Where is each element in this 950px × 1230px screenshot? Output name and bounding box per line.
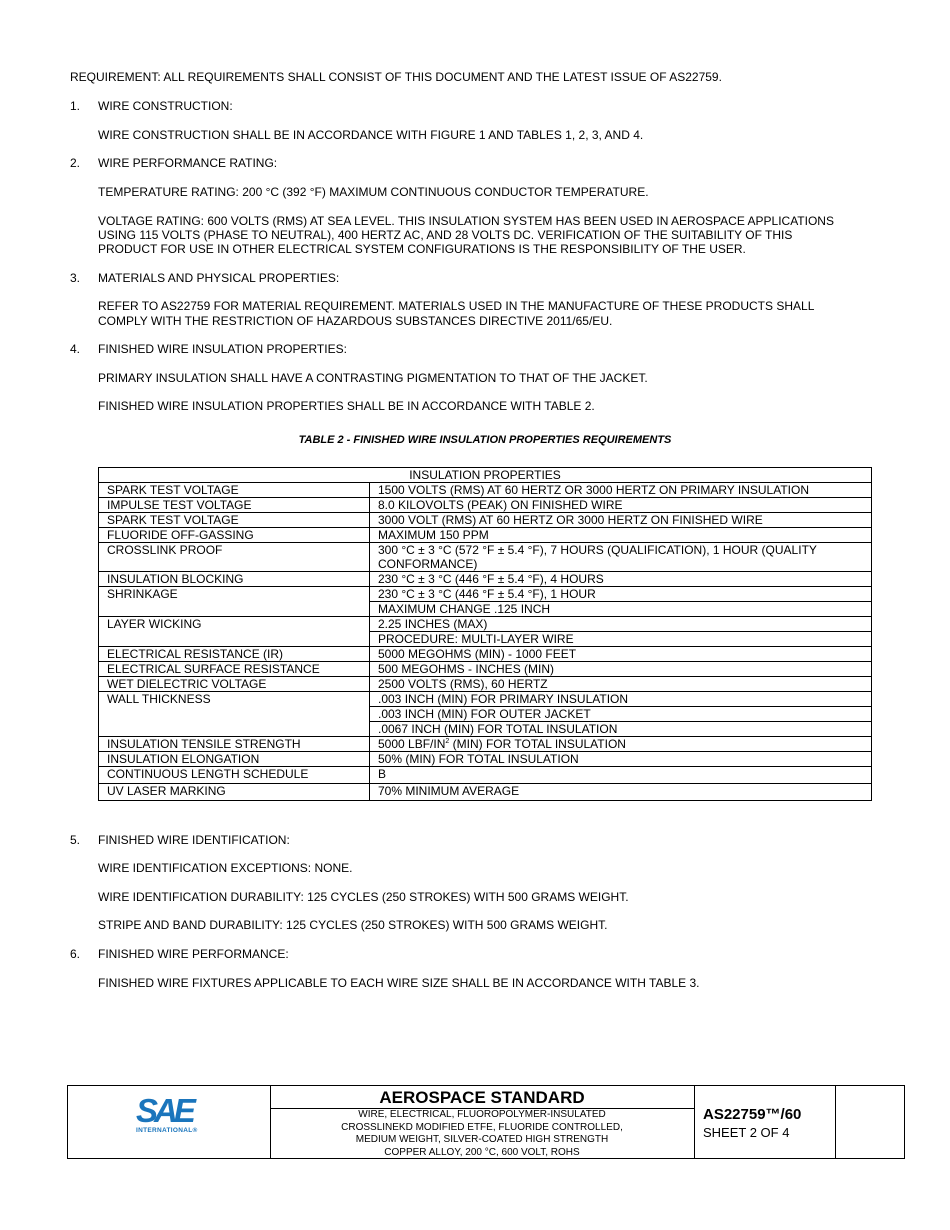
table-caption: TABLE 2 - FINISHED WIRE INSULATION PROPERTIES REQUIREMENTS <box>298 434 672 446</box>
document-number: AS22759™/60 <box>703 1106 802 1123</box>
insulation-properties-text: FINISHED WIRE INSULATION PROPERTIES SHALL BE IN ACCORDANCE WITH TABLE 2. <box>98 399 595 413</box>
subtitle-line: CROSSLINEKD MODIFIED ETFE, FLUORIDE CONTROLLED, <box>341 1121 623 1133</box>
property-name: WALL THICKNESS <box>99 692 370 737</box>
section-4-heading: FINISHED WIRE INSULATION PROPERTIES: <box>98 342 347 356</box>
section-6-number: 6. <box>70 947 81 961</box>
insulation-properties-table <box>98 467 872 801</box>
table-row <box>99 528 872 543</box>
property-value: 1500 VOLTS (RMS) AT 60 HERTZ OR 3000 HERTZ ON PRIMARY INSULATION <box>370 483 872 498</box>
property-value: 2.25 INCHES (MAX) <box>370 617 872 632</box>
section-3-heading: MATERIALS AND PHYSICAL PROPERTIES: <box>98 271 340 285</box>
section-3-number: 3. <box>70 271 81 285</box>
identification-exceptions-text: WIRE IDENTIFICATION EXCEPTIONS: NONE. <box>98 861 353 875</box>
table-row <box>99 483 872 498</box>
property-value: 300 °C ± 3 °C (572 °F ± 5.4 °F), 7 HOURS (QUALIFICATION), 1 HOUR (QUALITY CONFORMANCE) <box>370 543 872 572</box>
section-5-heading: FINISHED WIRE IDENTIFICATION: <box>98 833 290 847</box>
property-value: 230 °C ± 3 °C (446 °F ± 5.4 °F), 4 HOURS <box>370 572 872 587</box>
property-value: 8.0 KILOVOLTS (PEAK) ON FINISHED WIRE <box>370 498 872 513</box>
standard-title: AEROSPACE STANDARD <box>270 1086 694 1109</box>
subtitle-line: MEDIUM WEIGHT, SILVER-COATED HIGH STRENGTH <box>355 1134 609 1145</box>
property-value: .003 INCH (MIN) FOR PRIMARY INSULATION <box>370 692 872 707</box>
table-header-row <box>99 468 872 483</box>
property-value: 70% MINIMUM AVERAGE <box>370 784 872 801</box>
property-name: LAYER WICKING <box>99 617 370 647</box>
property-value: PROCEDURE: MULTI-LAYER WIRE <box>370 632 872 647</box>
sae-logo <box>136 1092 198 1134</box>
table-row <box>99 617 872 632</box>
table-row <box>99 647 872 662</box>
property-value: 3000 VOLT (RMS) AT 60 HERTZ OR 3000 HERTZ ON FINISHED WIRE <box>370 513 872 528</box>
property-value: 5000 MEGOHMS (MIN) - 1000 FEET <box>370 647 872 662</box>
document-number-cell <box>694 1086 836 1158</box>
section-2-number: 2. <box>70 156 81 170</box>
standard-title-cell <box>270 1086 695 1158</box>
table-row <box>99 737 872 752</box>
property-name: INSULATION ELONGATION <box>99 752 370 767</box>
temperature-rating-text: TEMPERATURE RATING: 200 °C (392 °F) MAXIMUM CONTINUOUS CONDUCTOR TEMPERATURE. <box>98 185 649 199</box>
title-block <box>67 1085 905 1159</box>
subtitle-line: COPPER ALLOY, 200 °C, 600 VOLT, ROHS <box>384 1146 580 1158</box>
table-row <box>99 752 872 767</box>
section-2-heading: WIRE PERFORMANCE RATING: <box>98 156 278 170</box>
section-1-para: WIRE CONSTRUCTION SHALL BE IN ACCORDANCE WITH FIGURE 1 AND TABLES 1, 2, 3, AND 4. <box>98 128 644 142</box>
wire-fixtures-text: FINISHED WIRE FIXTURES APPLICABLE TO EACH WIRE SIZE SHALL BE IN ACCORDANCE WITH TABLE 3. <box>98 976 700 990</box>
property-name: CONTINUOUS LENGTH SCHEDULE <box>99 767 370 784</box>
section-1-heading: WIRE CONSTRUCTION: <box>98 99 233 113</box>
superscript-exponent: 2 <box>445 738 450 745</box>
property-name: SPARK TEST VOLTAGE <box>99 513 370 528</box>
sae-logo-subtext: INTERNATIONAL® <box>136 1127 198 1134</box>
property-value: .003 INCH (MIN) FOR OUTER JACKET <box>370 707 872 722</box>
property-name: INSULATION BLOCKING <box>99 572 370 587</box>
table-row <box>99 572 872 587</box>
table-row <box>99 498 872 513</box>
property-value: 230 °C ± 3 °C (446 °F ± 5.4 °F), 1 HOUR <box>370 587 872 602</box>
property-name: UV LASER MARKING <box>99 784 370 801</box>
property-name: SHRINKAGE <box>99 587 370 617</box>
property-value: B <box>370 767 872 784</box>
section-1-number: 1. <box>70 99 81 113</box>
property-name: WET DIELECTRIC VOLTAGE <box>99 677 370 692</box>
table-row <box>99 677 872 692</box>
table-row <box>99 543 872 572</box>
section-4-number: 4. <box>70 342 81 356</box>
table-row <box>99 784 872 801</box>
subtitle-line: WIRE, ELECTRICAL, FLUOROPOLYMER-INSULATED <box>358 1109 606 1120</box>
property-value: .0067 INCH (MIN) FOR TOTAL INSULATION <box>370 722 872 737</box>
property-value <box>370 737 872 752</box>
voltage-rating-line-1: VOLTAGE RATING: 600 VOLTS (RMS) AT SEA LEVEL. THIS INSULATION SYSTEM HAS BEEN USED IN AEROSPACE APPLICATIONS <box>98 214 834 228</box>
property-name: ELECTRICAL RESISTANCE (IR) <box>99 647 370 662</box>
materials-line-2: COMPLY WITH THE RESTRICTION OF HAZARDOUS SUBSTANCES DIRECTIVE 2011/65/EU. <box>98 314 613 328</box>
table-row <box>99 587 872 602</box>
primary-insulation-text: PRIMARY INSULATION SHALL HAVE A CONTRASTING PIGMENTATION TO THAT OF THE JACKET. <box>98 371 648 385</box>
section-6-heading: FINISHED WIRE PERFORMANCE: <box>98 947 289 961</box>
property-value: MAXIMUM 150 PPM <box>370 528 872 543</box>
sheet-number: SHEET 2 OF 4 <box>703 1125 790 1140</box>
property-name: FLUORIDE OFF-GASSING <box>99 528 370 543</box>
property-name: ELECTRICAL SURFACE RESISTANCE <box>99 662 370 677</box>
table-row <box>99 662 872 677</box>
standard-subtitle <box>270 1109 694 1159</box>
property-value: 2500 VOLTS (RMS), 60 HERTZ <box>370 677 872 692</box>
property-name: IMPULSE TEST VOLTAGE <box>99 498 370 513</box>
table-row <box>99 513 872 528</box>
intro-requirement: REQUIREMENT: ALL REQUIREMENTS SHALL CONSIST OF THIS DOCUMENT AND THE LATEST ISSUE OF AS22759. <box>70 70 722 84</box>
property-name: INSULATION TENSILE STRENGTH <box>99 737 370 752</box>
property-value: 50% (MIN) FOR TOTAL INSULATION <box>370 752 872 767</box>
tensile-value-prefix: 5000 LBF/IN <box>378 737 446 751</box>
table-row <box>99 692 872 707</box>
stripe-band-durability-text: STRIPE AND BAND DURABILITY: 125 CYCLES (250 STROKES) WITH 500 GRAMS WEIGHT. <box>98 918 608 932</box>
blank-cell <box>835 1086 904 1158</box>
property-value: MAXIMUM CHANGE .125 INCH <box>370 602 872 617</box>
property-name: CROSSLINK PROOF <box>99 543 370 572</box>
property-value: 500 MEGOHMS - INCHES (MIN) <box>370 662 872 677</box>
property-name: SPARK TEST VOLTAGE <box>99 483 370 498</box>
voltage-rating-line-2: USING 115 VOLTS (PHASE TO NEUTRAL), 400 HERTZ AC, AND 28 VOLTS DC. VERIFICATION OF THE SUITABILITY OF THIS <box>98 228 793 242</box>
voltage-rating-line-3: PRODUCT FOR USE IN OTHER ELECTRICAL SYSTEM CONFIGURATIONS IS THE RESPONSIBILITY OF THE USER. <box>98 242 746 256</box>
tensile-value-suffix: (MIN) FOR TOTAL INSULATION <box>449 737 626 751</box>
section-5-number: 5. <box>70 833 81 847</box>
logo-cell <box>68 1086 271 1158</box>
materials-line-1: REFER TO AS22759 FOR MATERIAL REQUIREMENT. MATERIALS USED IN THE MANUFACTURE OF THESE PRODUCTS SHALL <box>98 299 815 313</box>
table-row <box>99 767 872 784</box>
sae-logo-mark: SAE <box>136 1092 192 1129</box>
table-header: INSULATION PROPERTIES <box>99 468 872 483</box>
identification-durability-text: WIRE IDENTIFICATION DURABILITY: 125 CYCLES (250 STROKES) WITH 500 GRAMS WEIGHT. <box>98 890 629 904</box>
